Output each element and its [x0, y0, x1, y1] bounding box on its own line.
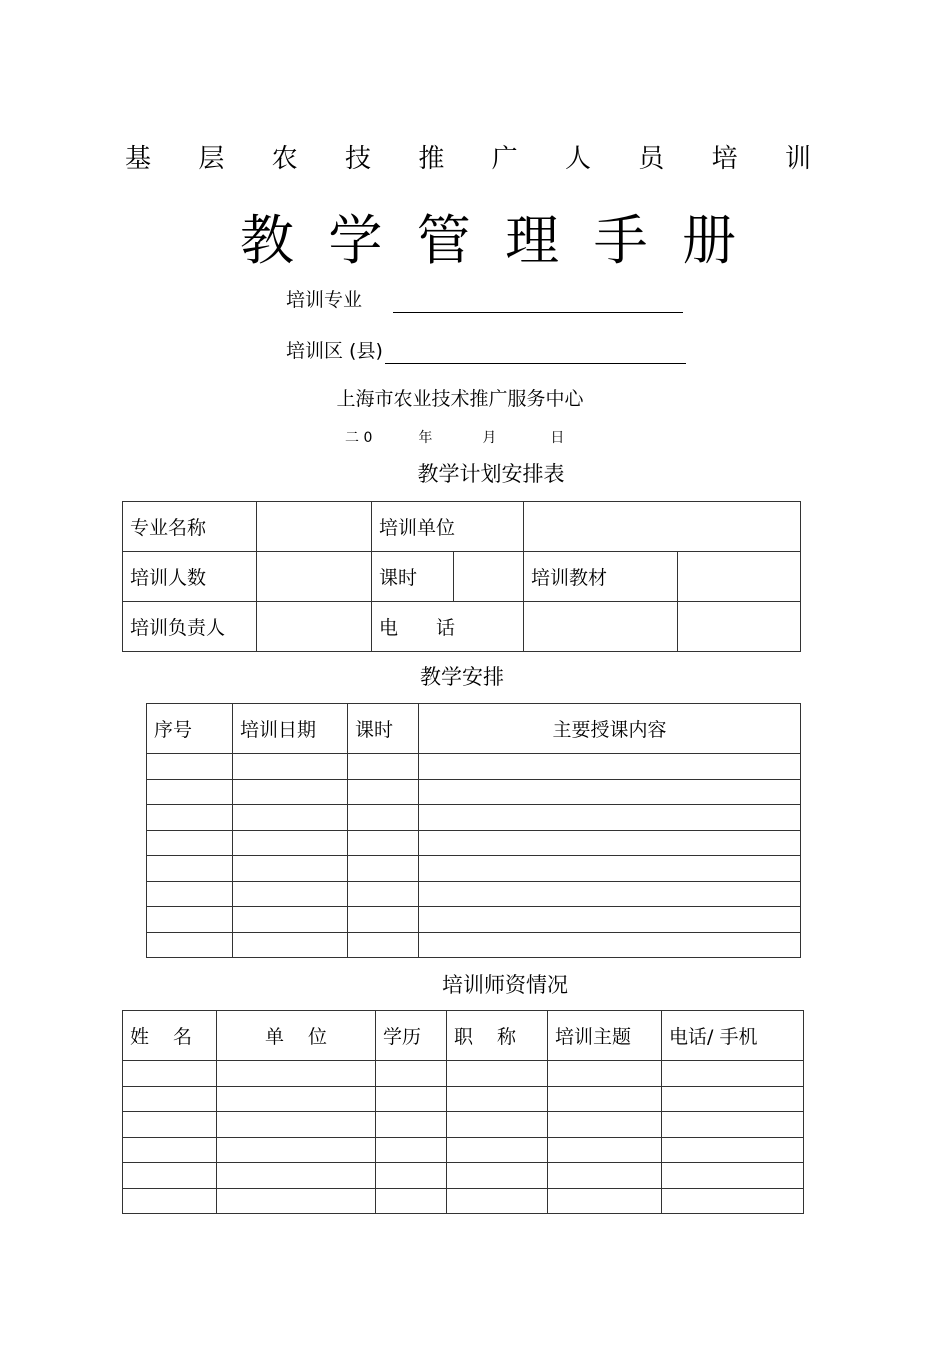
- table-cell[interactable]: [147, 907, 233, 933]
- header-content: 主要授课内容: [419, 704, 801, 754]
- plan-row: [123, 502, 801, 552]
- table-cell[interactable]: [147, 856, 233, 882]
- date-line: [345, 428, 564, 448]
- title-char: 手: [593, 209, 648, 272]
- table-cell[interactable]: [147, 932, 233, 958]
- table-cell[interactable]: [376, 1137, 447, 1163]
- table-cell[interactable]: [548, 1188, 662, 1214]
- table-cell[interactable]: [217, 1086, 376, 1112]
- district-input-line[interactable]: [385, 341, 686, 364]
- textbook-label: 培训教材: [524, 552, 678, 602]
- plan-row: [123, 552, 801, 602]
- table-cell[interactable]: [348, 881, 419, 907]
- table-cell[interactable]: [348, 932, 419, 958]
- teacher-table: [122, 1010, 804, 1214]
- table-cell[interactable]: [217, 1163, 376, 1189]
- table-cell[interactable]: [447, 1188, 548, 1214]
- person-in-charge-value[interactable]: [257, 602, 372, 652]
- title-char: 学: [328, 209, 383, 272]
- table-cell[interactable]: [419, 754, 801, 780]
- table-cell[interactable]: [376, 1061, 447, 1087]
- subtitle-char: 技: [344, 144, 371, 174]
- table-cell[interactable]: [548, 1112, 662, 1138]
- date-month: 月: [482, 430, 497, 446]
- phone-value[interactable]: [524, 602, 678, 652]
- subtitle-char: 农: [271, 144, 298, 174]
- title-char: 教: [240, 209, 294, 272]
- major-input-line[interactable]: [393, 290, 683, 313]
- header-hours: 课时: [348, 704, 419, 754]
- table-cell[interactable]: [123, 1137, 217, 1163]
- table-cell[interactable]: [419, 932, 801, 958]
- header-unit-char: 位: [308, 1026, 328, 1048]
- header-unit-char: 单: [264, 1026, 284, 1048]
- schedule-table: [146, 703, 801, 958]
- date-day: 日: [550, 430, 565, 446]
- table-cell[interactable]: [376, 1163, 447, 1189]
- table-cell[interactable]: [233, 856, 348, 882]
- textbook-value[interactable]: [678, 552, 801, 602]
- table-cell[interactable]: [233, 754, 348, 780]
- header-contact: 电话/ 手机: [662, 1011, 804, 1061]
- table-cell[interactable]: [447, 1137, 548, 1163]
- table-cell[interactable]: [447, 1163, 548, 1189]
- table-cell[interactable]: [447, 1112, 548, 1138]
- header-unit: [217, 1011, 376, 1061]
- table-cell[interactable]: [233, 907, 348, 933]
- person-in-charge-label: 培训负责人: [123, 602, 257, 652]
- title-char: 理: [505, 209, 560, 272]
- subtitle-char: 推: [418, 144, 445, 174]
- header-title: [447, 1011, 548, 1061]
- table-cell[interactable]: [662, 1163, 804, 1189]
- training-unit-value[interactable]: [524, 502, 801, 552]
- table-cell[interactable]: [662, 1188, 804, 1214]
- table-cell[interactable]: [147, 830, 233, 856]
- table-cell[interactable]: [662, 1112, 804, 1138]
- table-cell[interactable]: [147, 805, 233, 831]
- table-cell[interactable]: [123, 1086, 217, 1112]
- phone-extra-value[interactable]: [678, 602, 801, 652]
- subtitle-char: 基: [125, 144, 152, 174]
- table-cell[interactable]: [233, 779, 348, 805]
- table-cell[interactable]: [348, 830, 419, 856]
- table-cell[interactable]: [217, 1061, 376, 1087]
- header-seq: 序号: [147, 704, 233, 754]
- table-cell[interactable]: [447, 1061, 548, 1087]
- title-char: 册: [681, 209, 736, 272]
- header-name-char: 姓: [130, 1026, 150, 1048]
- plan-row: [123, 602, 801, 652]
- table-cell[interactable]: [233, 805, 348, 831]
- header-education: 学历: [376, 1011, 447, 1061]
- table-row: [147, 856, 801, 882]
- table-cell[interactable]: [233, 881, 348, 907]
- table-cell[interactable]: [348, 779, 419, 805]
- phone-label: [372, 602, 524, 652]
- phone-label-char: 电: [379, 617, 399, 639]
- table-cell[interactable]: [548, 1137, 662, 1163]
- subtitle-char: 训: [784, 144, 811, 174]
- district-field: [286, 338, 686, 364]
- district-label: 培训区 (县): [286, 340, 383, 362]
- schedule-table-title: 教学安排: [420, 665, 504, 689]
- table-cell[interactable]: [548, 1163, 662, 1189]
- table-row: [147, 754, 801, 780]
- table-row: [123, 1188, 804, 1214]
- date-year: 年: [418, 430, 433, 446]
- table-cell[interactable]: [123, 1188, 217, 1214]
- plan-table: [122, 501, 801, 652]
- table-row: [147, 932, 801, 958]
- table-cell[interactable]: [348, 907, 419, 933]
- table-row: [147, 830, 801, 856]
- table-row: [123, 1163, 804, 1189]
- table-cell[interactable]: [419, 856, 801, 882]
- header-date: 培训日期: [233, 704, 348, 754]
- table-cell[interactable]: [548, 1086, 662, 1112]
- table-cell[interactable]: [348, 856, 419, 882]
- table-cell[interactable]: [419, 907, 801, 933]
- table-cell[interactable]: [419, 805, 801, 831]
- subtitle-char: 员: [638, 144, 665, 174]
- major-name-label: 专业名称: [123, 502, 257, 552]
- trainee-count-value[interactable]: [257, 552, 372, 602]
- header-name: [123, 1011, 217, 1061]
- document-subtitle: [125, 140, 811, 178]
- table-row: [123, 1137, 804, 1163]
- table-cell[interactable]: [419, 881, 801, 907]
- organization-name: 上海市农业技术推广服务中心: [336, 388, 584, 410]
- teacher-table-title: 培训师资情况: [442, 973, 568, 997]
- major-name-value[interactable]: [257, 502, 372, 552]
- table-row: [123, 1112, 804, 1138]
- trainee-count-label: 培训人数: [123, 552, 257, 602]
- subtitle-char: 层: [198, 144, 225, 174]
- table-cell[interactable]: [662, 1086, 804, 1112]
- header-title-char: 职: [454, 1026, 474, 1048]
- teacher-header-row: [123, 1011, 804, 1061]
- table-cell[interactable]: [662, 1061, 804, 1087]
- major-label: 培训专业: [286, 289, 363, 311]
- header-name-char: 名: [173, 1026, 193, 1048]
- table-cell[interactable]: [147, 779, 233, 805]
- table-cell[interactable]: [447, 1086, 548, 1112]
- table-cell[interactable]: [348, 805, 419, 831]
- table-row: [147, 881, 801, 907]
- table-cell[interactable]: [376, 1086, 447, 1112]
- table-cell[interactable]: [123, 1061, 217, 1087]
- table-row: [147, 779, 801, 805]
- table-row: [147, 805, 801, 831]
- plan-table-title: 教学计划安排表: [417, 462, 565, 486]
- subtitle-char: 培: [711, 144, 738, 174]
- table-row: [147, 907, 801, 933]
- table-cell[interactable]: [662, 1137, 804, 1163]
- table-cell[interactable]: [217, 1137, 376, 1163]
- document-title: [240, 208, 736, 274]
- table-cell[interactable]: [233, 932, 348, 958]
- table-cell[interactable]: [217, 1112, 376, 1138]
- table-cell[interactable]: [147, 881, 233, 907]
- table-cell[interactable]: [147, 754, 233, 780]
- table-cell[interactable]: [419, 830, 801, 856]
- phone-label-char: 话: [436, 617, 456, 639]
- schedule-header-row: [147, 704, 801, 754]
- class-hours-label: 课时: [372, 552, 454, 602]
- subtitle-char: 广: [491, 144, 518, 174]
- title-char: 管: [416, 209, 471, 272]
- class-hours-value[interactable]: [454, 552, 524, 602]
- table-row: [123, 1061, 804, 1087]
- table-cell[interactable]: [376, 1112, 447, 1138]
- header-title-char: 称: [497, 1026, 517, 1048]
- table-cell[interactable]: [348, 754, 419, 780]
- table-cell[interactable]: [217, 1188, 376, 1214]
- table-cell[interactable]: [376, 1188, 447, 1214]
- date-year-prefix: 二 0: [345, 430, 373, 446]
- table-cell[interactable]: [419, 779, 801, 805]
- table-cell[interactable]: [123, 1112, 217, 1138]
- table-cell[interactable]: [233, 830, 348, 856]
- header-topic: 培训主题: [548, 1011, 662, 1061]
- table-row: [123, 1086, 804, 1112]
- table-cell[interactable]: [548, 1061, 662, 1087]
- table-cell[interactable]: [123, 1163, 217, 1189]
- major-field: [286, 287, 683, 313]
- subtitle-char: 人: [564, 144, 591, 174]
- training-unit-label: 培训单位: [372, 502, 524, 552]
